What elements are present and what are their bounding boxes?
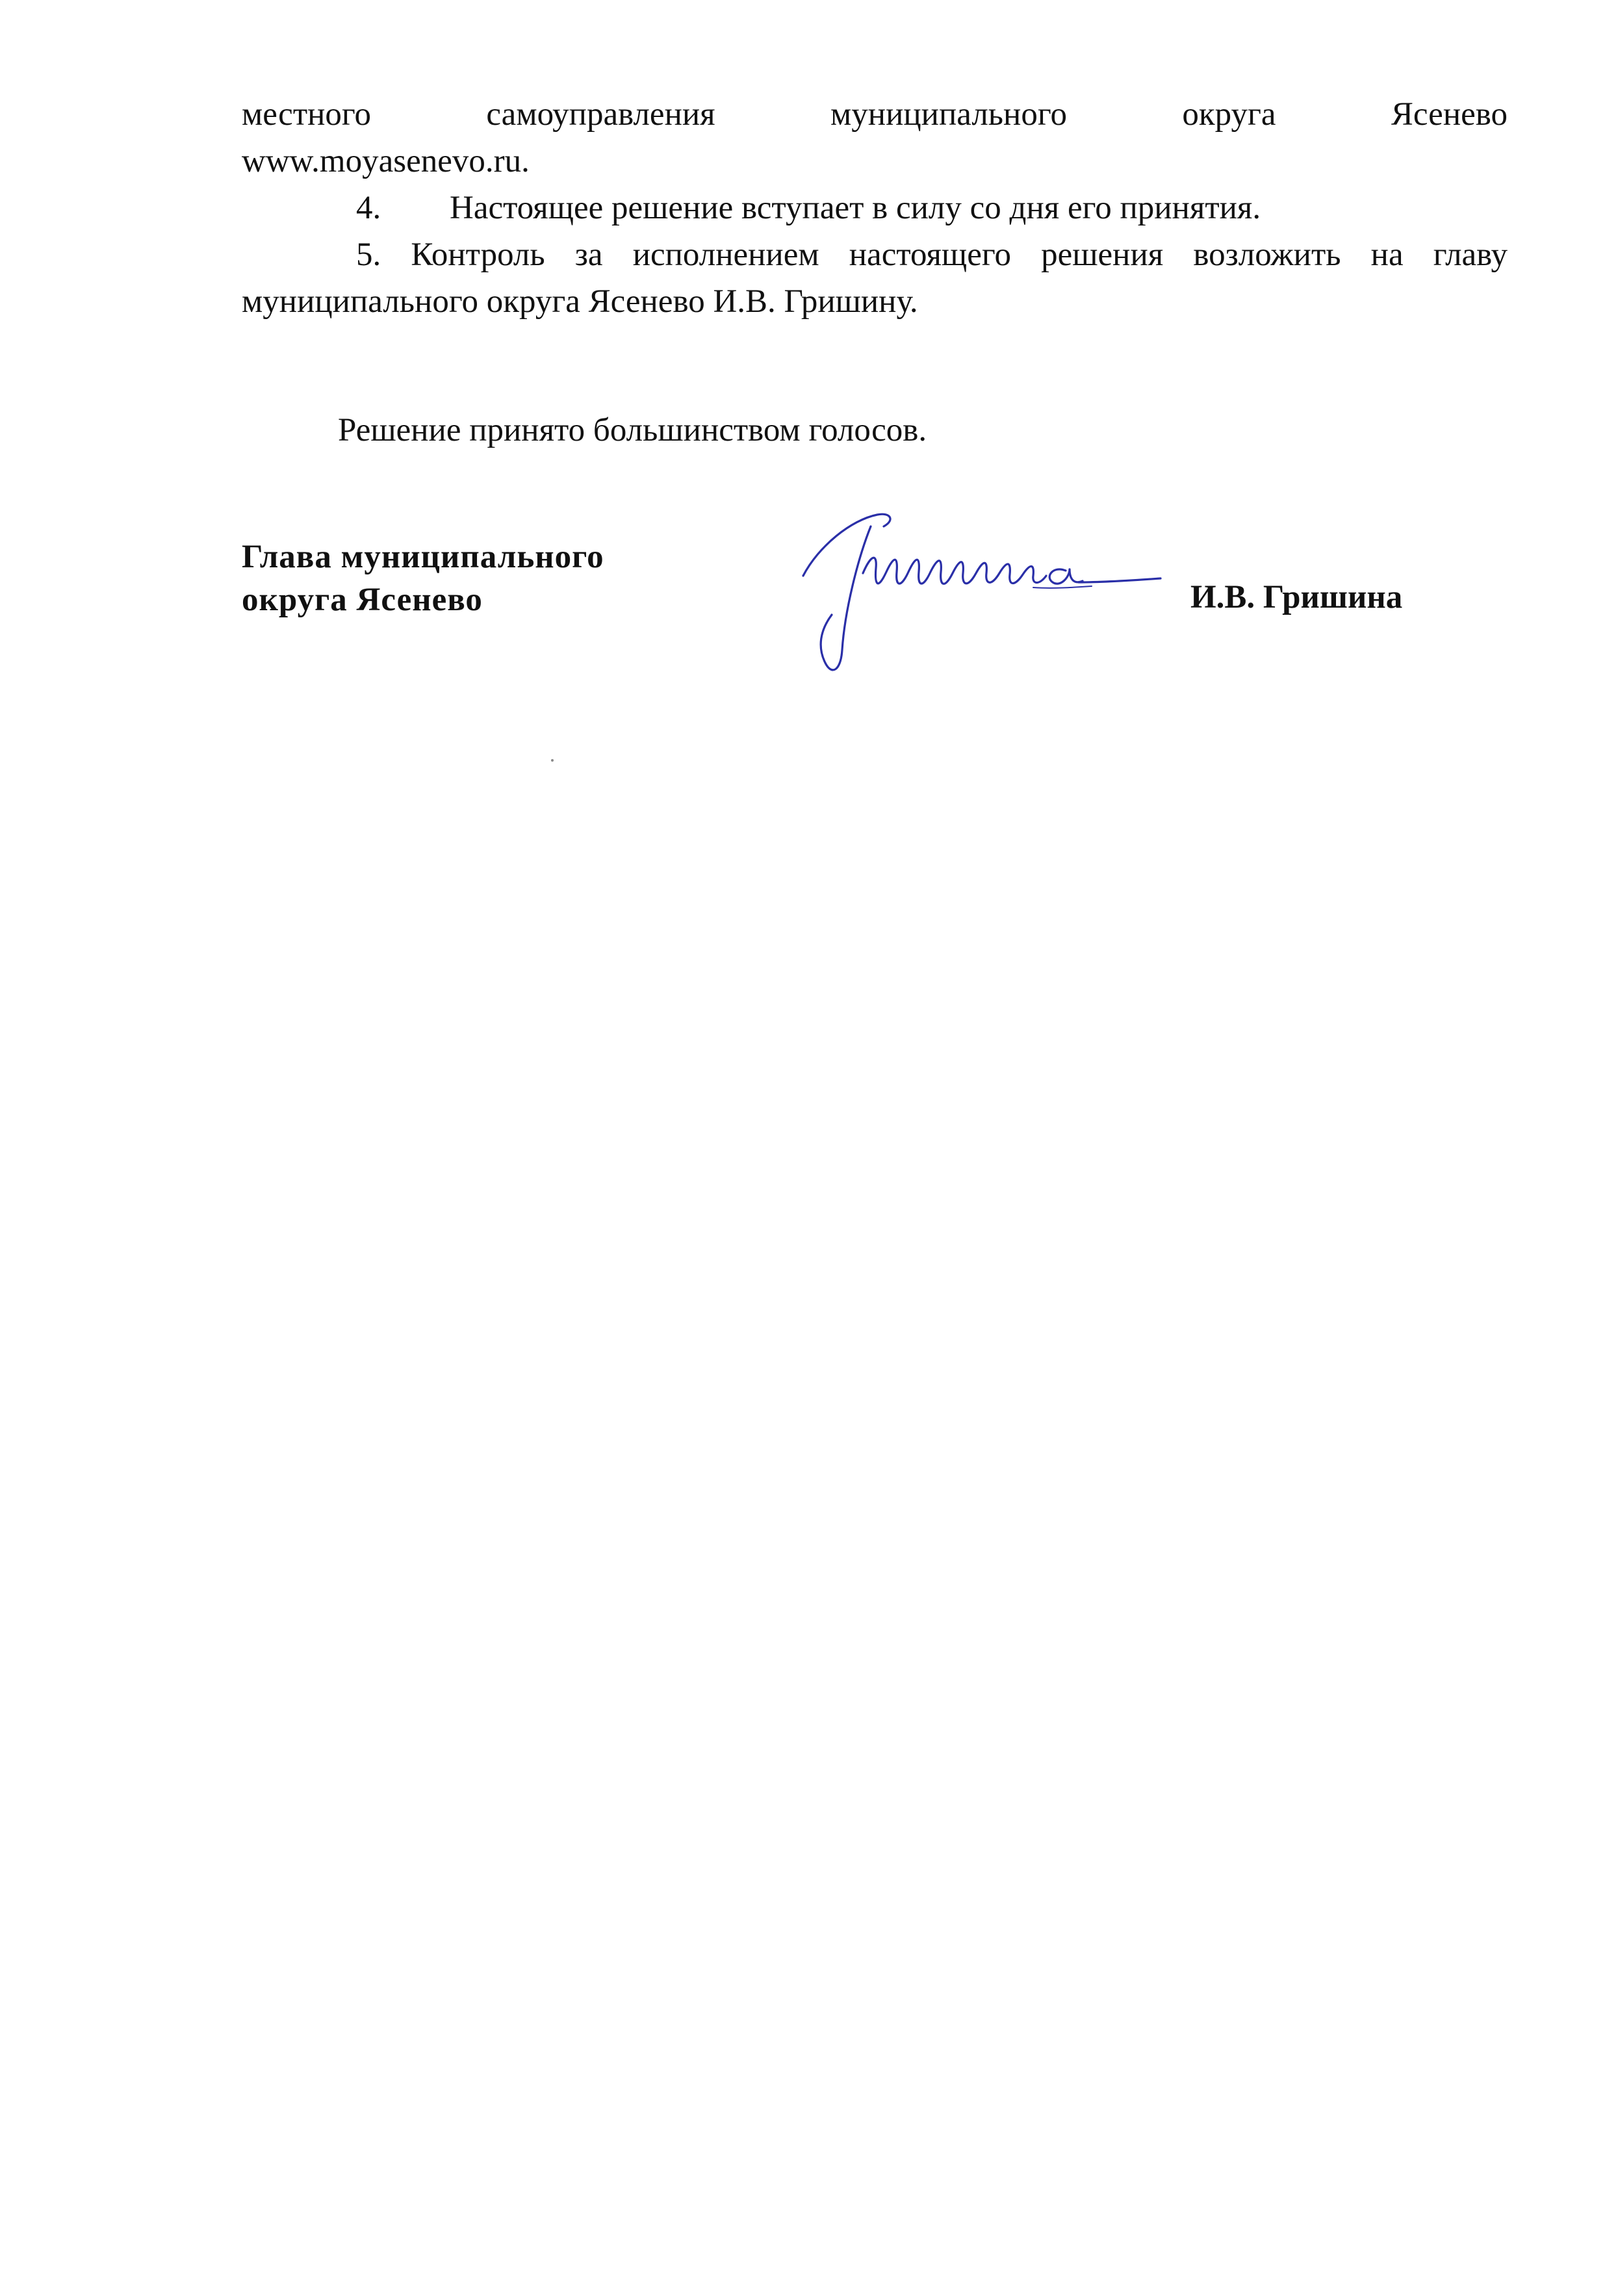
word: за [574, 237, 603, 273]
word: решения [1041, 237, 1164, 273]
signature-stroke [803, 514, 890, 576]
handwritten-signature [780, 500, 1183, 682]
signatory-position-line-2: округа Ясенево [242, 582, 483, 618]
signature-stroke [821, 526, 871, 670]
decision-note: Решение принято большинством голосов. [338, 412, 927, 448]
word: настоящего [849, 237, 1011, 273]
word: муниципального [830, 96, 1067, 133]
word: местного [242, 96, 372, 133]
paragraph-continuation-line [242, 91, 1508, 138]
item-4-text: Настоящее решение вступает в силу со дня его принятия. [450, 190, 1261, 226]
item-5-line-2: муниципального округа Ясенево И.В. Гришину. [242, 283, 918, 320]
website-url: www.moyasenevo.ru. [242, 143, 530, 179]
item-4-number: 4. [356, 190, 381, 226]
scan-artifact-dot [551, 759, 554, 762]
signatory-position-line-1: Глава муниципального [242, 539, 604, 575]
word: 5. [356, 237, 381, 273]
signature-stroke [1033, 586, 1092, 588]
item-5-line-1 [356, 231, 1508, 278]
signatory-position [242, 535, 604, 621]
word: округа [1182, 96, 1276, 133]
signature-stroke [1079, 578, 1161, 582]
word: исполнением [632, 237, 819, 273]
word: Контроль [411, 237, 545, 273]
word: главу [1433, 237, 1508, 273]
word: на [1370, 237, 1404, 273]
signatory-name: И.В. Гришина [1190, 579, 1403, 615]
word: самоуправления [486, 96, 715, 133]
word: возложить [1193, 237, 1341, 273]
word: Ясенево [1391, 96, 1508, 133]
item-4 [356, 185, 1261, 231]
signature-stroke [863, 558, 1046, 584]
signature-stroke [1049, 569, 1083, 584]
